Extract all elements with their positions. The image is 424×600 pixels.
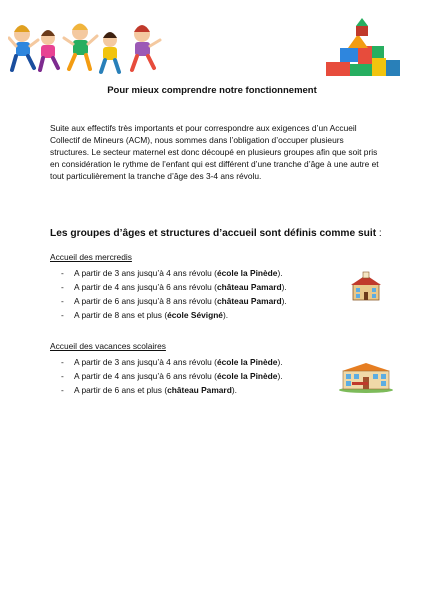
list-item-end: ).: [277, 357, 283, 367]
list-item: [61, 308, 351, 322]
list-item-place: château Pamard: [167, 385, 232, 395]
list-dash: -: [61, 296, 64, 306]
holidays-heading: Accueil des vacances scolaires: [50, 341, 166, 351]
list-item-text: A partir de 4 ans jusqu’à 6 ans révolu (: [74, 282, 217, 292]
list-item: [61, 355, 351, 369]
toy-blocks-illustration: [322, 18, 404, 82]
list-item-text: A partir de 8 ans et plus (: [74, 310, 168, 320]
list-dash: -: [61, 371, 64, 381]
list-dash: -: [61, 385, 64, 395]
wednesdays-list: [61, 266, 351, 322]
list-dash: -: [61, 310, 64, 320]
school-building-icon: [350, 270, 382, 302]
list-item-text: A partir de 6 ans jusqu’à 8 ans révolu (: [74, 296, 217, 306]
list-item-end: ).: [281, 282, 287, 292]
list-item-place: école Sévigné: [167, 310, 223, 320]
holidays-list: [61, 355, 351, 397]
list-item-text: A partir de 3 ans jusqu’à 4 ans révolu (: [74, 357, 217, 367]
list-item-end: ).: [231, 385, 237, 395]
section-heading-text: Les groupes d’âges et structures d’accueil sont définis comme suit: [50, 228, 377, 239]
list-item: [61, 266, 351, 280]
list-item: [61, 280, 351, 294]
list-item-end: ).: [222, 310, 229, 320]
list-item-text: A partir de 6 ans et plus (: [74, 385, 168, 395]
list-item-end: ).: [277, 268, 283, 278]
list-item-text: A partir de 3 ans jusqu’à 4 ans révolu (: [74, 268, 217, 278]
section-heading-suffix: :: [376, 228, 382, 239]
list-item: [61, 383, 351, 397]
list-dash: -: [61, 357, 64, 367]
intro-paragraph: Suite aux effectifs très importants et pour correspondre aux exigences d’un Accueil Collectif de Mineurs (ACM), nous sommes dans l’obligation d’occuper plusieurs structures. Le secteur maternel est donc découpé en plusieurs groupes afin que soit pris en considération le rythme de l’enfant qui est différent d’une tranche d’âge à une autre et tout particulièrement la tranche d’âge des 3-4 ans révolu.: [50, 123, 379, 181]
holiday-building-icon: [338, 359, 394, 393]
page-title: Pour mieux comprendre notre fonctionnement: [107, 85, 317, 96]
wednesdays-heading: Accueil des mercredis: [50, 252, 132, 262]
list-item: [61, 294, 351, 308]
section-heading: [50, 228, 410, 239]
list-item-place: château Pamard: [216, 296, 282, 306]
list-item-place: école la Pinède: [216, 371, 278, 381]
list-item-end: ).: [277, 371, 283, 381]
list-dash: -: [61, 268, 64, 278]
list-item-place: école la Pinède: [216, 268, 278, 278]
list-item-end: ).: [281, 296, 287, 306]
kids-illustration: [8, 20, 166, 78]
list-dash: -: [61, 282, 64, 292]
list-item-text: A partir de 4 ans jusqu’à 6 ans révolu (: [74, 371, 217, 381]
list-item-place: château Pamard: [216, 282, 282, 292]
list-item-place: école la Pinède: [216, 357, 278, 367]
list-item: [61, 369, 351, 383]
